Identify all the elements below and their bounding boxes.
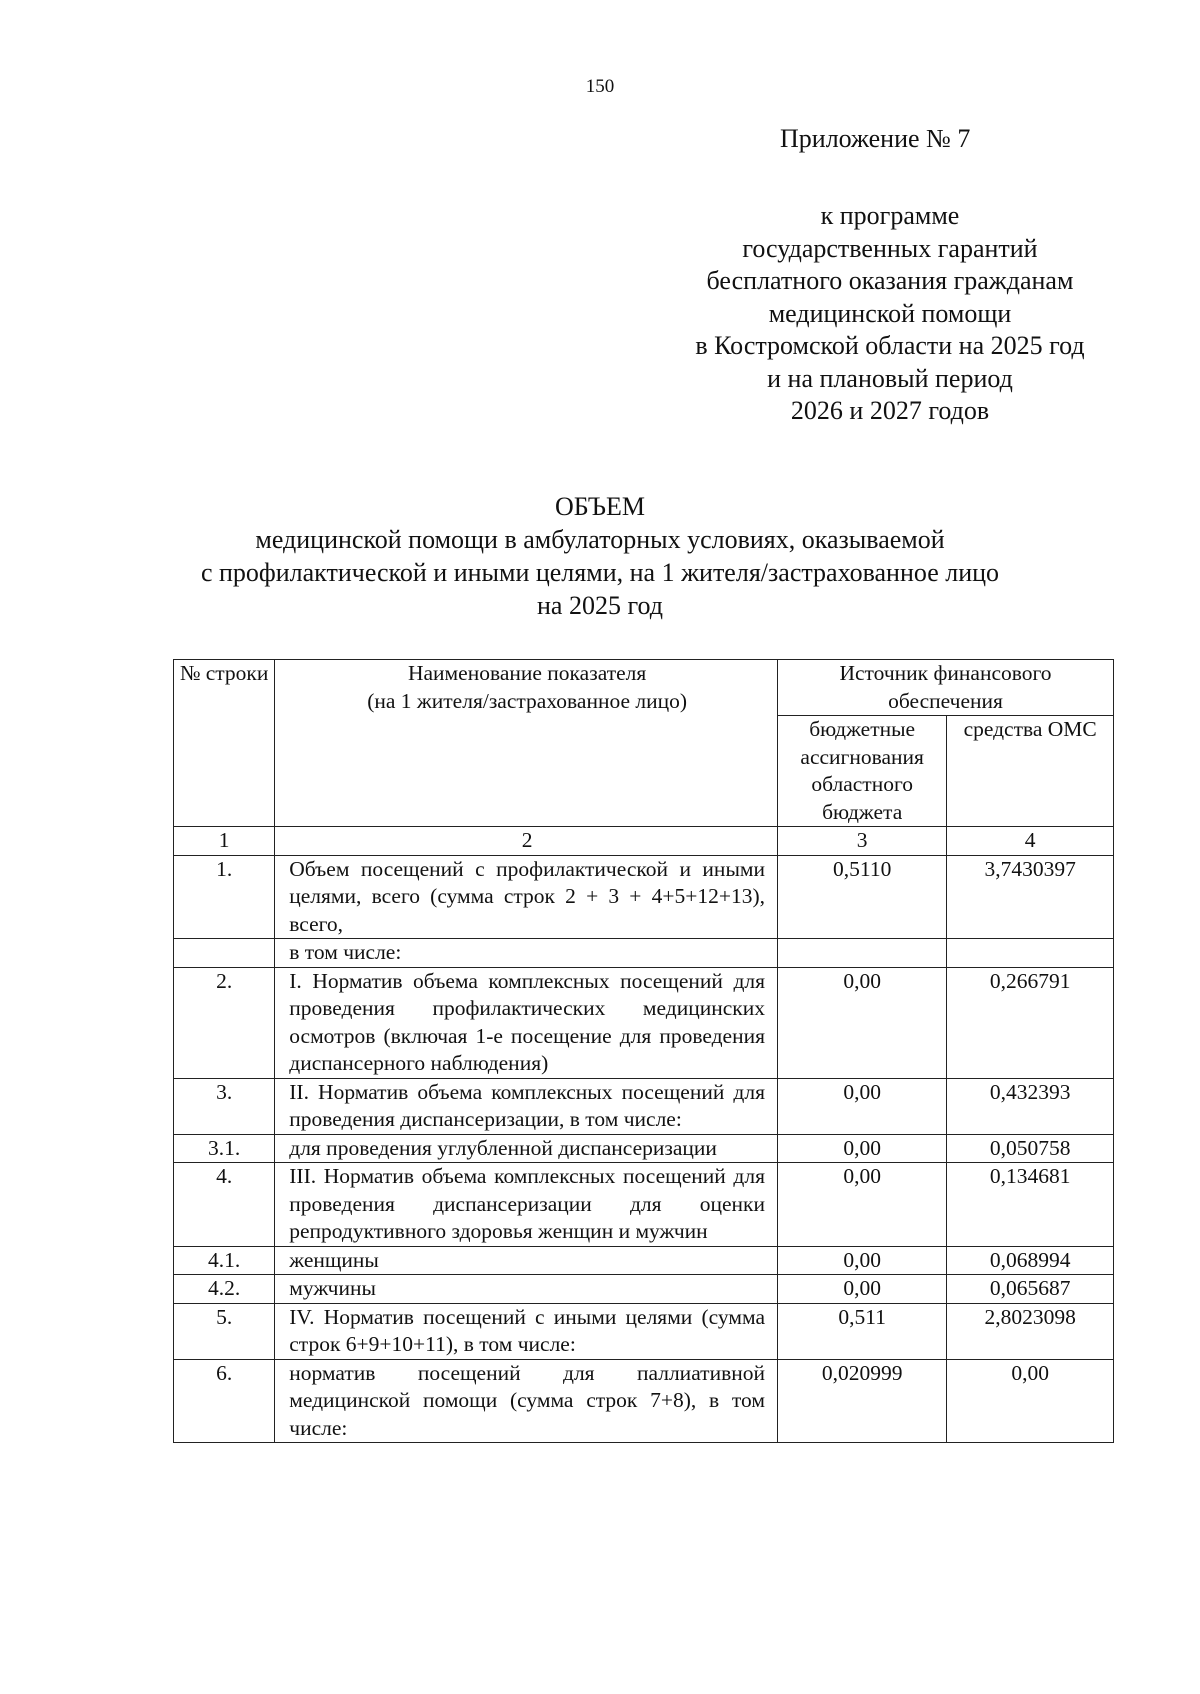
- row-budget-value: 0,00: [778, 967, 947, 1078]
- column-number: 3: [778, 827, 947, 856]
- table-row: [174, 1163, 1114, 1247]
- row-name: женщины: [275, 1246, 778, 1275]
- row-budget-value: [778, 939, 947, 968]
- row-name: IV. Норматив посещений с иными целями (сумма строк 6+9+10+11), в том числе:: [275, 1303, 778, 1359]
- row-number: 5.: [174, 1303, 275, 1359]
- row-name: норматив посещений для паллиативной медицинской помощи (сумма строк 7+8), в том числе:: [275, 1359, 778, 1443]
- row-oms-value: 0,050758: [947, 1134, 1114, 1163]
- row-oms-value: 0,432393: [947, 1078, 1114, 1134]
- row-budget-value: 0,00: [778, 1275, 947, 1304]
- row-oms-value: [947, 939, 1114, 968]
- row-budget-value: 0,511: [778, 1303, 947, 1359]
- row-name: мужчины: [275, 1275, 778, 1304]
- column-number-row: [174, 827, 1114, 856]
- header-name-line: Наименование показателя: [407, 661, 647, 685]
- row-name: II. Норматив объема комплексных посещений для проведения диспансеризации, в том числе:: [275, 1078, 778, 1134]
- row-oms-value: 0,266791: [947, 967, 1114, 1078]
- row-oms-value: 0,068994: [947, 1246, 1114, 1275]
- table-row: [174, 967, 1114, 1078]
- row-name: для проведения углубленной диспансеризации: [275, 1134, 778, 1163]
- row-budget-value: 0,00: [778, 1163, 947, 1247]
- row-name: в том числе:: [275, 939, 778, 968]
- row-budget-value: 0,5110: [778, 855, 947, 939]
- row-number: [174, 939, 275, 968]
- header-name-sub: (на 1 жителя/застрахованное лицо): [367, 688, 688, 713]
- row-budget-value: 0,00: [778, 1078, 947, 1134]
- table-row: [174, 855, 1114, 939]
- row-name: Объем посещений с профилактической и иными целями, всего (сумма строк 2 + 3 + 4+5+12+13), всего,: [275, 855, 778, 939]
- title-line: на 2025 год: [537, 591, 663, 620]
- row-number: 4.2.: [174, 1275, 275, 1304]
- subtitle-line: государственных гарантий: [742, 233, 1038, 263]
- volume-table: [173, 659, 1114, 1443]
- table-row: [174, 1134, 1114, 1163]
- document-title: [0, 490, 1200, 622]
- table-header-row: [174, 660, 1114, 716]
- header-funding-source: Источник финансового обеспечения: [778, 660, 1114, 716]
- header-budget: бюджетные ассигнования областного бюджета: [778, 716, 947, 827]
- row-budget-value: 0,00: [778, 1246, 947, 1275]
- row-number: 2.: [174, 967, 275, 1078]
- row-name: III. Норматив объема комплексных посещений для проведения диспансеризации для оценки репродуктивного здоровья женщин и мужчин: [275, 1163, 778, 1247]
- row-name: I. Норматив объема комплексных посещений для проведения профилактических медицинских осмотров (включая 1-е посещение для проведения диспансерного наблюдения): [275, 967, 778, 1078]
- column-number: 2: [275, 827, 778, 856]
- subtitle-line: медицинской помощи: [768, 298, 1012, 328]
- row-number: 1.: [174, 855, 275, 939]
- page-number: 150: [585, 76, 615, 97]
- row-oms-value: 0,134681: [947, 1163, 1114, 1247]
- row-budget-value: 0,00: [778, 1134, 947, 1163]
- subtitle-line: 2026 и 2027 годов: [790, 396, 990, 425]
- row-number: 6.: [174, 1359, 275, 1443]
- row-oms-value: 3,7430397: [947, 855, 1114, 939]
- table-row: [174, 1303, 1114, 1359]
- subtitle-line: к программе: [820, 201, 960, 230]
- header-oms: средства ОМС: [947, 716, 1114, 827]
- table-row: [174, 1078, 1114, 1134]
- row-number: 4.1.: [174, 1246, 275, 1275]
- column-number: 1: [174, 827, 275, 856]
- table-row: [174, 1359, 1114, 1443]
- row-number: 3.1.: [174, 1134, 275, 1163]
- subtitle-line: бесплатного оказания гражданам: [706, 266, 1074, 295]
- table-row: [174, 1275, 1114, 1304]
- row-oms-value: 2,8023098: [947, 1303, 1114, 1359]
- row-number: 3.: [174, 1078, 275, 1134]
- subtitle-line: в Костромской области на 2025 год: [695, 331, 1085, 360]
- title-line: медицинской помощи в амбулаторных условиях, оказываемой: [255, 525, 945, 554]
- row-oms-value: 0,00: [947, 1359, 1114, 1443]
- header-indicator-name: [275, 660, 778, 827]
- table-row: [174, 939, 1114, 968]
- header-row-number: № строки: [174, 660, 275, 827]
- title-heading: ОБЪЕМ: [554, 492, 646, 521]
- column-number: 4: [947, 827, 1114, 856]
- title-line: с профилактической и иными целями, на 1 жителя/застрахованное лицо: [200, 558, 1000, 587]
- appendix-title: Приложение № 7: [780, 124, 971, 153]
- appendix-subtitle: [660, 200, 1120, 428]
- row-budget-value: 0,020999: [778, 1359, 947, 1443]
- row-oms-value: 0,065687: [947, 1275, 1114, 1304]
- table-row: [174, 1246, 1114, 1275]
- row-number: 4.: [174, 1163, 275, 1247]
- subtitle-line: и на плановый период: [767, 363, 1013, 393]
